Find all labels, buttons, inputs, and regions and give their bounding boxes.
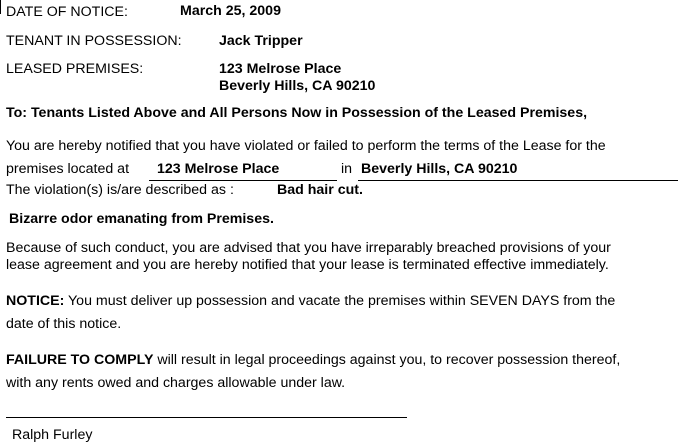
signature-line bbox=[6, 417, 407, 418]
failure-line-2: with any rents owed and charges allowable under law. bbox=[6, 375, 346, 391]
fill-in-city: Beverly Hills, CA 90210 bbox=[361, 161, 518, 177]
violation-1: Bad hair cut. bbox=[277, 182, 363, 198]
city-underline bbox=[358, 180, 678, 181]
failure-text: will result in legal proceedings against you, to recover possession thereof, bbox=[153, 352, 621, 368]
notice-text: You must deliver up possession and vacate the premises within SEVEN DAYS from the bbox=[64, 293, 616, 309]
violation-2: Bizarre odor emanating from Premises. bbox=[9, 211, 274, 227]
paragraph-1-line-1: You are hereby notified that you have violated or failed to perform the terms of the Lease for the bbox=[6, 138, 606, 154]
date-value: March 25, 2009 bbox=[180, 3, 281, 19]
paragraph-2-line-1: Because of such conduct, you are advised that you have irreparably breached provisions of your bbox=[6, 240, 611, 256]
address-underline bbox=[149, 180, 337, 181]
tenant-label: TENANT IN POSSESSION: bbox=[6, 33, 182, 49]
premises-line-1: 123 Melrose Place bbox=[219, 61, 342, 77]
signature-name: Ralph Furley bbox=[12, 427, 93, 443]
notice-label: NOTICE: bbox=[6, 293, 65, 309]
failure-line-1 bbox=[6, 352, 620, 369]
violation-prefix: The violation(s) is/are described as : bbox=[6, 182, 234, 198]
premises-label: LEASED PREMISES: bbox=[6, 61, 144, 77]
notice-line-2: date of this notice. bbox=[6, 316, 122, 332]
in-text: in bbox=[341, 161, 353, 177]
premises-located-at-text: premises located at bbox=[6, 161, 130, 177]
premises-line-2: Beverly Hills, CA 90210 bbox=[219, 78, 376, 94]
failure-label: FAILURE TO COMPLY bbox=[6, 352, 154, 368]
tenant-value: Jack Tripper bbox=[219, 33, 303, 49]
page-edge-mark bbox=[0, 0, 1, 14]
date-label: DATE OF NOTICE: bbox=[6, 4, 128, 20]
fill-in-address: 123 Melrose Place bbox=[157, 161, 280, 177]
salutation: To: Tenants Listed Above and All Persons Now in Possession of the Leased Premises, bbox=[6, 105, 588, 121]
paragraph-2-line-2: lease agreement and you are hereby notified that your lease is terminated effective immediately. bbox=[6, 257, 609, 273]
notice-line-1 bbox=[6, 293, 615, 310]
